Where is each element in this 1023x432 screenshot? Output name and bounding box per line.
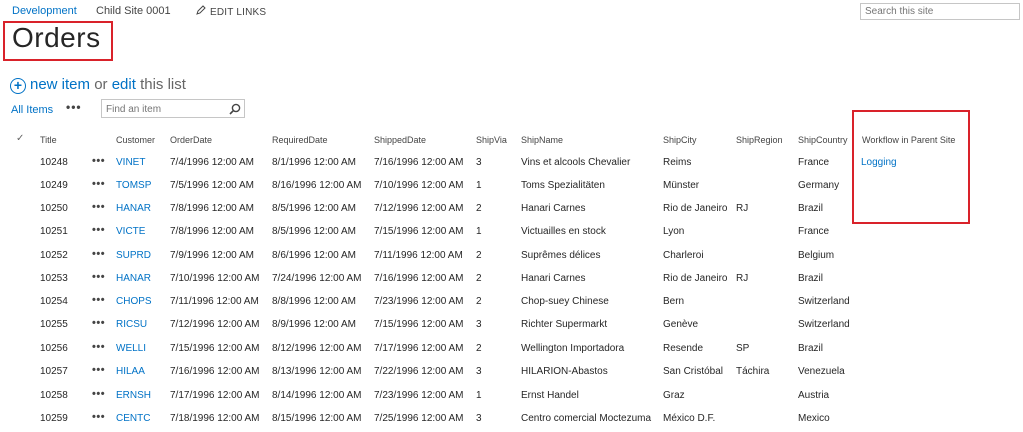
nav-link-child-site[interactable]: Child Site 0001 <box>96 5 171 17</box>
cell-customer[interactable]: SUPRD <box>116 250 152 261</box>
cell-orderdate: 7/8/1996 12:00 AM <box>170 203 254 214</box>
cell-shipvia: 2 <box>476 343 482 354</box>
table-row[interactable] <box>0 267 1023 290</box>
cell-orderdate: 7/10/1996 12:00 AM <box>170 273 260 284</box>
item-menu-ellipsis[interactable]: ••• <box>92 388 106 400</box>
cell-requireddate: 8/9/1996 12:00 AM <box>272 319 356 330</box>
cell-shipvia: 2 <box>476 250 482 261</box>
cell-shipcity: Rio de Janeiro <box>663 273 728 284</box>
or-text: or <box>94 76 108 93</box>
col-header-shipname[interactable]: ShipName <box>521 135 564 145</box>
find-item-box <box>101 99 245 118</box>
cell-shipcountry: France <box>798 226 830 237</box>
col-header-orderdate[interactable]: OrderDate <box>170 135 213 145</box>
this-list-text: this list <box>140 76 186 93</box>
table-row[interactable] <box>0 174 1023 197</box>
cell-customer[interactable]: VICTE <box>116 226 146 237</box>
cell-shipcountry: Germany <box>798 180 840 191</box>
cell-shipname: Richter Supermarkt <box>521 319 608 330</box>
cell-orderdate: 7/17/1996 12:00 AM <box>170 390 260 401</box>
cell-shipvia: 1 <box>476 226 482 237</box>
col-header-shipregion[interactable]: ShipRegion <box>736 135 783 145</box>
col-header-shipcountry[interactable]: ShipCountry <box>798 135 848 145</box>
cell-orderdate: 7/18/1996 12:00 AM <box>170 413 260 424</box>
cell-shipcountry: Brazil <box>798 273 824 284</box>
cell-shipcity: Graz <box>663 390 685 401</box>
cell-shippeddate: 7/10/1996 12:00 AM <box>374 180 464 191</box>
cell-customer[interactable]: HANAR <box>116 203 152 214</box>
magnifier-icon[interactable] <box>229 102 241 114</box>
select-all-checkmark-icon[interactable]: ✓ <box>16 133 25 144</box>
table-row[interactable] <box>0 337 1023 360</box>
item-menu-ellipsis[interactable]: ••• <box>92 341 106 353</box>
cell-shipcountry: Brazil <box>798 203 824 214</box>
item-menu-ellipsis[interactable]: ••• <box>92 248 106 260</box>
cell-orderdate: 7/9/1996 12:00 AM <box>170 250 254 261</box>
cell-shipcity: México D.F. <box>663 413 716 424</box>
cell-shipvia: 3 <box>476 319 482 330</box>
cell-shipcountry: Switzerland <box>798 319 850 330</box>
pencil-icon <box>196 5 206 18</box>
find-item-input[interactable] <box>102 100 234 119</box>
cell-shipname: Centro comercial Moctezuma <box>521 413 652 424</box>
plus-circle-icon[interactable]: + <box>10 78 26 94</box>
cell-title[interactable]: 10257 <box>40 366 68 377</box>
cell-shipcity: Lyon <box>663 226 685 237</box>
cell-shippeddate: 7/23/1996 12:00 AM <box>374 390 464 401</box>
cell-shippeddate: 7/16/1996 12:00 AM <box>374 273 464 284</box>
table-row[interactable] <box>0 407 1023 430</box>
table-row[interactable] <box>0 290 1023 313</box>
cell-requireddate: 8/1/1996 12:00 AM <box>272 157 356 168</box>
col-header-workflow[interactable]: Workflow in Parent Site <box>862 135 956 145</box>
cell-workflow-link[interactable]: Logging <box>861 157 897 168</box>
cell-requireddate: 8/12/1996 12:00 AM <box>272 343 362 354</box>
cell-shipvia: 3 <box>476 157 482 168</box>
col-header-shipvia[interactable]: ShipVia <box>476 135 507 145</box>
cell-shipname: Suprêmes délices <box>521 250 601 261</box>
cell-shipname: Hanari Carnes <box>521 203 586 214</box>
table-row[interactable] <box>0 360 1023 383</box>
cell-shipvia: 1 <box>476 390 482 401</box>
table-row[interactable] <box>0 220 1023 243</box>
cell-shipname: Hanari Carnes <box>521 273 586 284</box>
cell-orderdate: 7/5/1996 12:00 AM <box>170 180 254 191</box>
cell-shipregion: Táchira <box>736 366 770 377</box>
item-menu-ellipsis[interactable]: ••• <box>92 294 106 306</box>
item-menu-ellipsis[interactable]: ••• <box>92 271 106 283</box>
view-more-ellipsis[interactable]: ••• <box>66 100 82 114</box>
view-all-items[interactable]: All Items <box>11 104 54 116</box>
cell-shipname: Vins et alcools Chevalier <box>521 157 631 168</box>
cell-shipregion: RJ <box>736 273 749 284</box>
cell-shipname: Ernst Handel <box>521 390 579 401</box>
cell-shipname: Victuailles en stock <box>521 226 606 237</box>
cell-requireddate: 8/5/1996 12:00 AM <box>272 226 356 237</box>
table-row[interactable] <box>0 244 1023 267</box>
cell-requireddate: 8/8/1996 12:00 AM <box>272 296 356 307</box>
cell-requireddate: 8/13/1996 12:00 AM <box>272 366 362 377</box>
cell-shippeddate: 7/16/1996 12:00 AM <box>374 157 464 168</box>
cell-title[interactable]: 10253 <box>40 273 68 284</box>
cell-shipcity: Charleroi <box>663 250 704 261</box>
cell-orderdate: 7/16/1996 12:00 AM <box>170 366 260 377</box>
item-menu-ellipsis[interactable]: ••• <box>92 224 106 236</box>
item-menu-ellipsis[interactable]: ••• <box>92 201 106 213</box>
cell-shippeddate: 7/12/1996 12:00 AM <box>374 203 464 214</box>
cell-requireddate: 8/6/1996 12:00 AM <box>272 250 356 261</box>
cell-customer[interactable]: HILAA <box>116 366 145 377</box>
item-menu-ellipsis[interactable]: ••• <box>92 178 106 190</box>
cell-orderdate: 7/15/1996 12:00 AM <box>170 343 260 354</box>
cell-customer[interactable]: VINET <box>116 157 146 168</box>
edit-links-label: EDIT LINKS <box>210 7 267 18</box>
cell-shipcity: San Cristóbal <box>663 366 724 377</box>
cell-customer[interactable]: TOMSP <box>116 180 152 191</box>
col-header-shippeddate[interactable]: ShippedDate <box>374 135 427 145</box>
cell-shipname: Chop-suey Chinese <box>521 296 609 307</box>
nav-link-development[interactable]: Development <box>12 5 77 17</box>
new-item-link[interactable]: new item <box>30 76 91 93</box>
cell-title[interactable]: 10252 <box>40 250 68 261</box>
new-item-command <box>10 76 186 94</box>
cell-orderdate: 7/4/1996 12:00 AM <box>170 157 254 168</box>
cell-shipcity: Resende <box>663 343 704 354</box>
cell-shipregion: SP <box>736 343 750 354</box>
cell-title[interactable]: 10248 <box>40 157 68 168</box>
cell-shipcity: Rio de Janeiro <box>663 203 728 214</box>
table-row[interactable] <box>0 384 1023 407</box>
cell-shipcity: Genève <box>663 319 699 330</box>
cell-shipvia: 1 <box>476 180 482 191</box>
cell-shipvia: 2 <box>476 203 482 214</box>
page-title: Orders <box>12 22 101 53</box>
edit-list-link[interactable]: edit <box>111 76 136 93</box>
cell-customer[interactable]: HANAR <box>116 273 152 284</box>
cell-shipvia: 2 <box>476 273 482 284</box>
cell-shipvia: 2 <box>476 296 482 307</box>
table-row[interactable] <box>0 197 1023 220</box>
cell-shipname: Wellington Importadora <box>521 343 625 354</box>
cell-requireddate: 8/5/1996 12:00 AM <box>272 203 356 214</box>
cell-shippeddate: 7/17/1996 12:00 AM <box>374 343 464 354</box>
cell-shipcountry: France <box>798 157 830 168</box>
cell-shipname: HILARION-Abastos <box>521 366 608 377</box>
cell-shippeddate: 7/22/1996 12:00 AM <box>374 366 464 377</box>
col-header-customer[interactable]: Customer <box>116 135 156 145</box>
cell-shippeddate: 7/15/1996 12:00 AM <box>374 319 464 330</box>
cell-shipcity: Reims <box>663 157 692 168</box>
cell-title[interactable]: 10249 <box>40 180 68 191</box>
cell-shippeddate: 7/23/1996 12:00 AM <box>374 296 464 307</box>
col-header-requireddate[interactable]: RequiredDate <box>272 135 328 145</box>
col-header-title[interactable]: Title <box>40 135 57 145</box>
cell-shipregion: RJ <box>736 203 749 214</box>
item-menu-ellipsis[interactable]: ••• <box>92 155 106 167</box>
cell-shipcity: Münster <box>663 180 700 191</box>
cell-title[interactable]: 10254 <box>40 296 68 307</box>
cell-shippeddate: 7/25/1996 12:00 AM <box>374 413 464 424</box>
cell-title[interactable]: 10259 <box>40 413 68 424</box>
cell-requireddate: 7/24/1996 12:00 AM <box>272 273 362 284</box>
cell-customer[interactable]: WELLI <box>116 343 147 354</box>
col-header-shipcity[interactable]: ShipCity <box>663 135 697 145</box>
cell-shipcity: Bern <box>663 296 685 307</box>
cell-customer[interactable]: CHOPS <box>116 296 152 307</box>
cell-title[interactable]: 10258 <box>40 390 68 401</box>
site-search-input[interactable] <box>860 3 1020 20</box>
cell-orderdate: 7/12/1996 12:00 AM <box>170 319 260 330</box>
cell-shippeddate: 7/11/1996 12:00 AM <box>374 250 463 261</box>
cell-shipcountry: Venezuela <box>798 366 845 377</box>
cell-shipcountry: Belgium <box>798 250 835 261</box>
item-menu-ellipsis[interactable]: ••• <box>92 411 106 423</box>
cell-requireddate: 8/14/1996 12:00 AM <box>272 390 362 401</box>
cell-shipcountry: Austria <box>798 390 830 401</box>
edit-links-button[interactable] <box>196 5 266 18</box>
table-row[interactable] <box>0 151 1023 174</box>
cell-title[interactable]: 10255 <box>40 319 68 330</box>
cell-shipcountry: Mexico <box>798 413 830 424</box>
table-row[interactable] <box>0 313 1023 336</box>
cell-customer[interactable]: ERNSH <box>116 390 152 401</box>
cell-shipcountry: Brazil <box>798 343 824 354</box>
item-menu-ellipsis[interactable]: ••• <box>92 317 106 329</box>
cell-shipname: Toms Spezialitäten <box>521 180 605 191</box>
cell-shipvia: 3 <box>476 413 482 424</box>
cell-customer[interactable]: CENTC <box>116 413 151 424</box>
cell-customer[interactable]: RICSU <box>116 319 148 330</box>
cell-shipvia: 3 <box>476 366 482 377</box>
item-menu-ellipsis[interactable]: ••• <box>92 364 106 376</box>
cell-shipcountry: Switzerland <box>798 296 850 307</box>
cell-orderdate: 7/8/1996 12:00 AM <box>170 226 254 237</box>
cell-requireddate: 8/15/1996 12:00 AM <box>272 413 362 424</box>
cell-title[interactable]: 10256 <box>40 343 68 354</box>
cell-shippeddate: 7/15/1996 12:00 AM <box>374 226 464 237</box>
cell-title[interactable]: 10251 <box>40 226 68 237</box>
cell-title[interactable]: 10250 <box>40 203 68 214</box>
cell-requireddate: 8/16/1996 12:00 AM <box>272 180 362 191</box>
cell-orderdate: 7/11/1996 12:00 AM <box>170 296 259 307</box>
